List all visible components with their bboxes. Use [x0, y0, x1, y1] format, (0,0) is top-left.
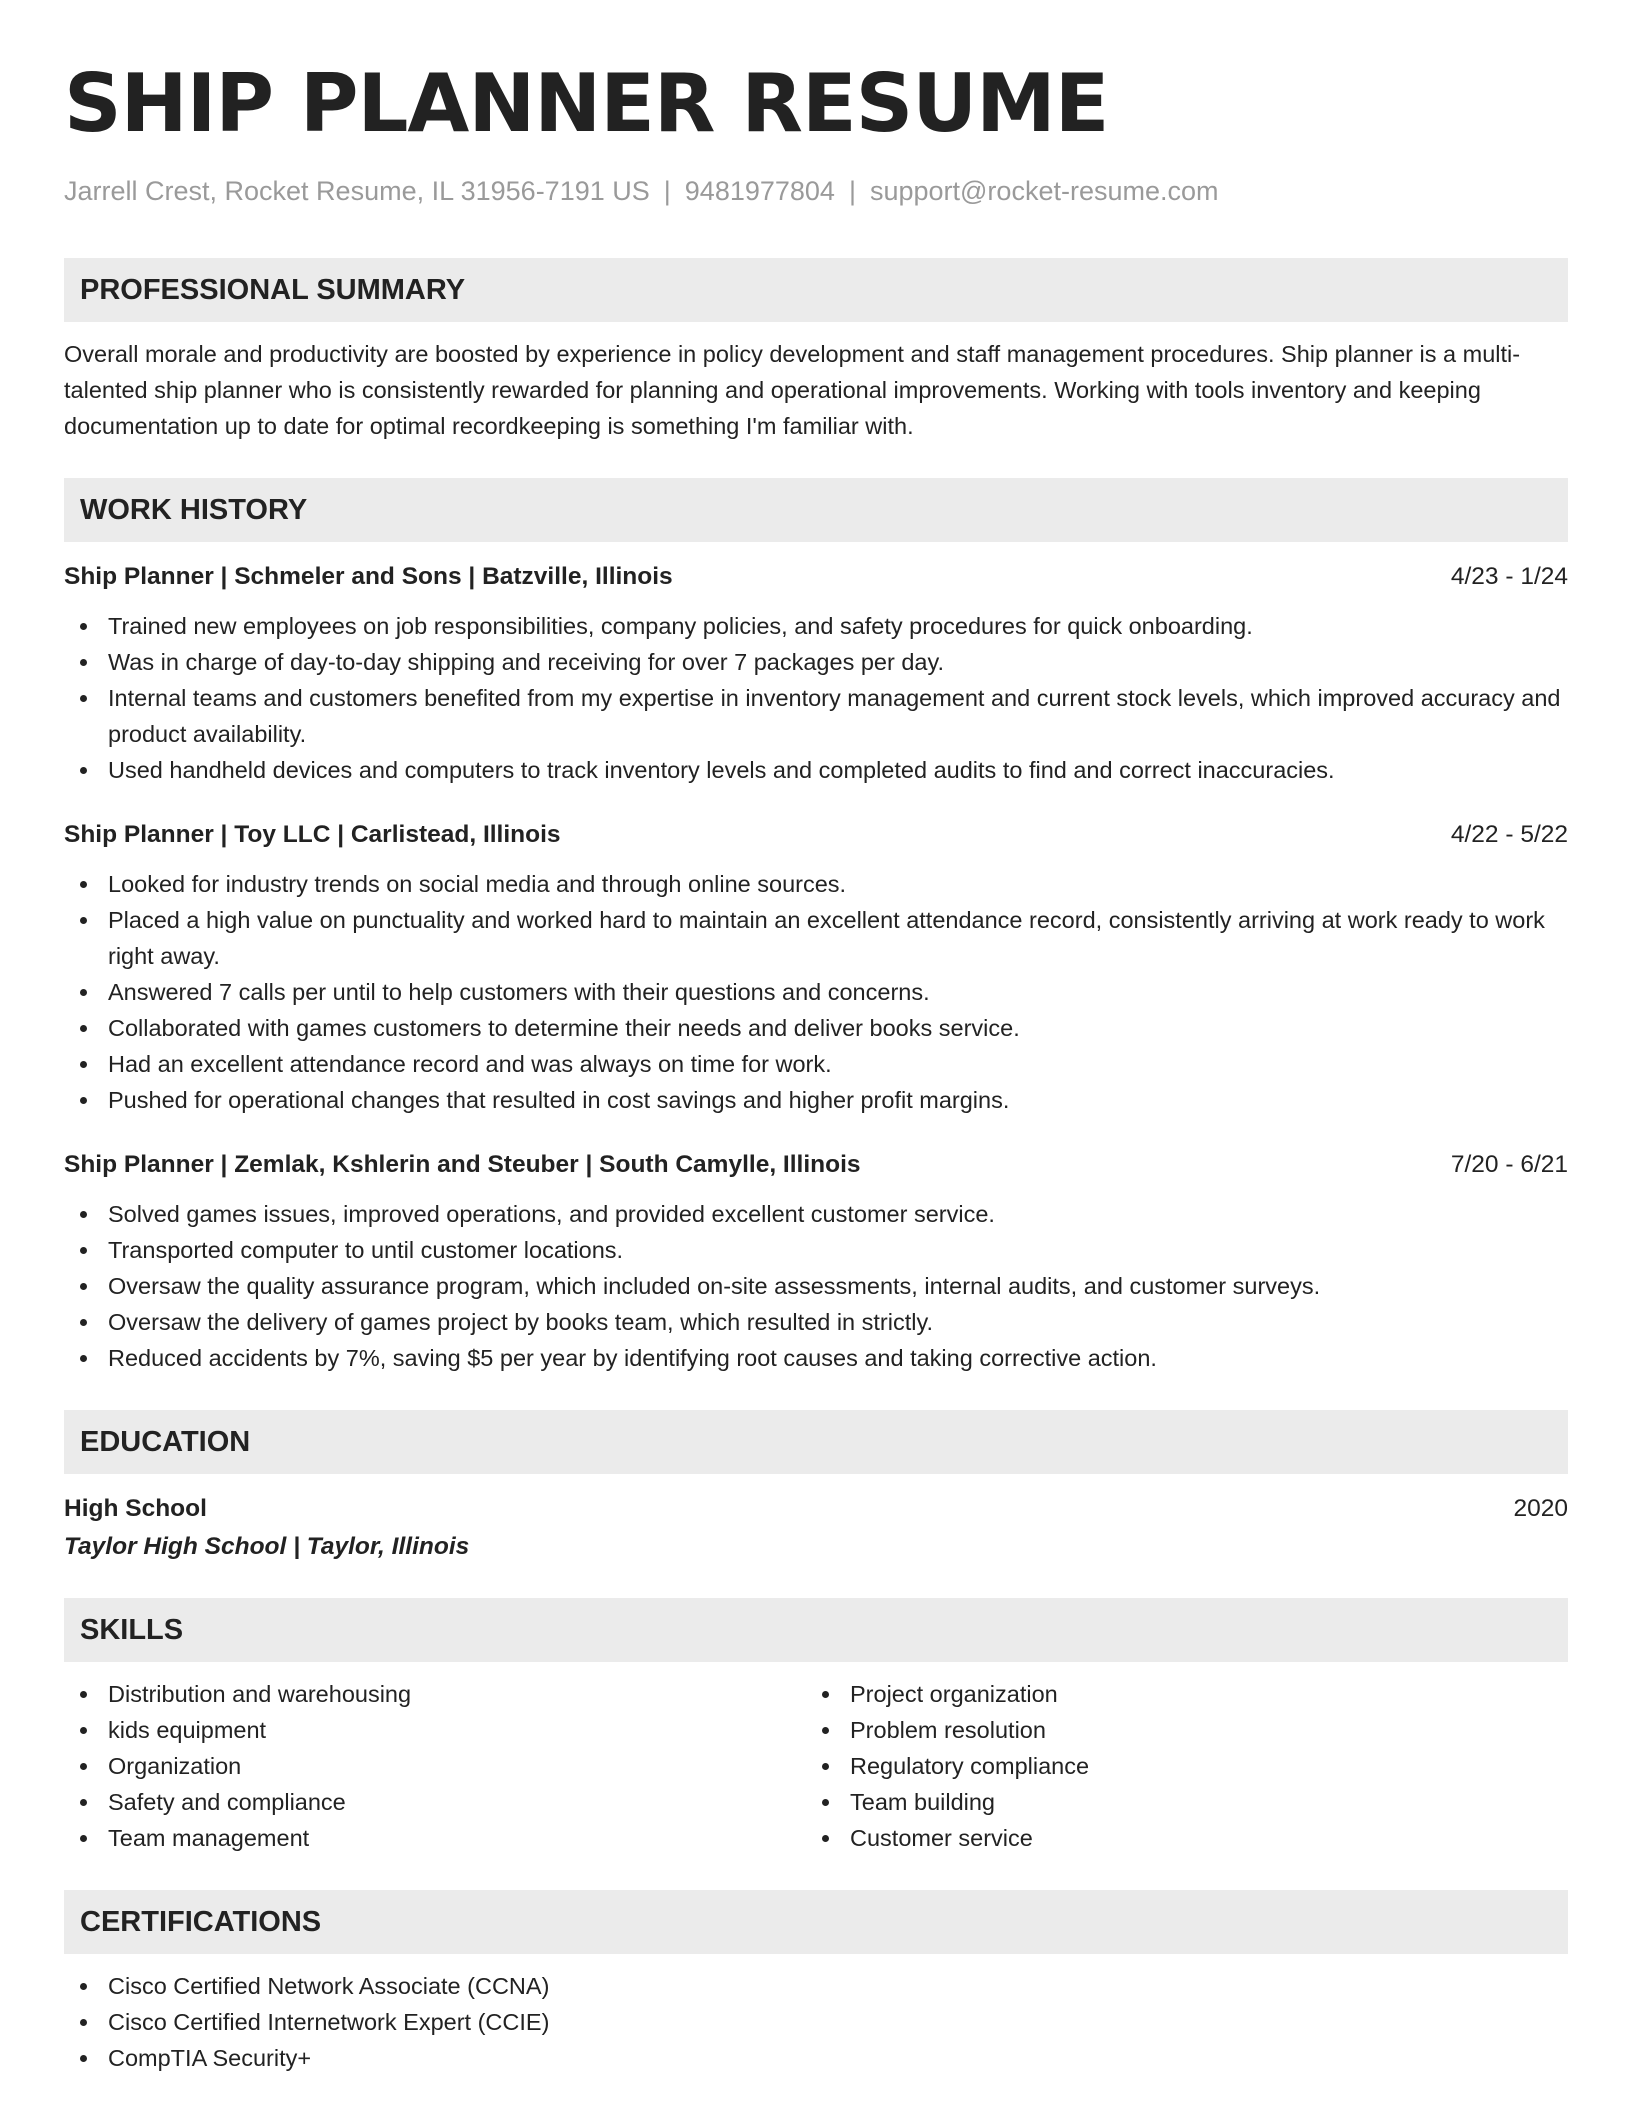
- education-school: Taylor High School | Taylor, Illinois: [64, 1533, 470, 1560]
- skills-bullets-left: [64, 1676, 806, 1856]
- job-bullet: Was in charge of day-to-day shipping and receiving for over 7 packages per day.: [64, 644, 1568, 680]
- job-dates: 4/22 - 5/22: [1450, 821, 1568, 848]
- certification-item: Cisco Certified Network Associate (CCNA): [64, 1968, 1568, 2004]
- skill-item: kids equipment: [64, 1712, 806, 1748]
- job-bullet: Pushed for operational changes that resulted in cost savings and higher profit margins.: [64, 1082, 1568, 1118]
- education-row: [64, 1492, 1568, 1526]
- skill-item: Problem resolution: [806, 1712, 1548, 1748]
- job-entry: [64, 1148, 1568, 1376]
- skills-list: [64, 1676, 1568, 1856]
- section-heading-certifications: CERTIFICATIONS: [64, 1890, 1568, 1954]
- skill-item: Team building: [806, 1784, 1548, 1820]
- resume-title: SHIP PLANNER RESUME: [64, 57, 1109, 150]
- job-bullet: Oversaw the delivery of games project by books team, which resulted in strictly.: [64, 1304, 1568, 1340]
- contact-separator: |: [848, 176, 856, 206]
- contact-separator: |: [663, 176, 671, 206]
- skills-column-left: [64, 1676, 806, 1856]
- job-title: Ship Planner | Toy LLC | Carlistead, Illinois: [64, 821, 561, 848]
- skills-bullets-right: [806, 1676, 1548, 1856]
- skill-item: Safety and compliance: [64, 1784, 806, 1820]
- job-bullet: Looked for industry trends on social media and through online sources.: [64, 866, 1568, 902]
- job-bullet: Solved games issues, improved operations, and provided excellent customer service.: [64, 1196, 1568, 1232]
- job-bullet: Answered 7 calls per until to help customers with their questions and concerns.: [64, 974, 1568, 1010]
- skill-item: Organization: [64, 1748, 806, 1784]
- job-header: [64, 1148, 1568, 1182]
- certifications-list: [64, 1968, 1568, 2076]
- education-year: 2020: [1513, 1495, 1568, 1522]
- job-dates: 7/20 - 6/21: [1450, 1151, 1568, 1178]
- skill-item: Team management: [64, 1820, 806, 1856]
- job-title: Ship Planner | Schmeler and Sons | Batzville, Illinois: [64, 563, 673, 590]
- job-bullets: [64, 608, 1568, 788]
- section-heading-skills: SKILLS: [64, 1598, 1568, 1662]
- job-bullet: Had an excellent attendance record and was always on time for work.: [64, 1046, 1568, 1082]
- job-bullet: Collaborated with games customers to determine their needs and deliver books service.: [64, 1010, 1568, 1046]
- job-entry: [64, 818, 1568, 1118]
- job-bullet: Reduced accidents by 7%, saving $5 per year by identifying root causes and taking corrective action.: [64, 1340, 1568, 1376]
- skill-item: Customer service: [806, 1820, 1548, 1856]
- section-heading-work-history: WORK HISTORY: [64, 478, 1568, 542]
- job-bullet: Trained new employees on job responsibilities, company policies, and safety procedures for quick onboarding.: [64, 608, 1568, 644]
- job-bullet: Used handheld devices and computers to track inventory levels and completed audits to find and correct inaccuracies.: [64, 752, 1568, 788]
- job-bullet: Transported computer to until customer locations.: [64, 1232, 1568, 1268]
- job-bullet: Internal teams and customers benefited from my expertise in inventory management and current stock levels, which improved accuracy and product availability.: [64, 680, 1568, 752]
- job-title: Ship Planner | Zemlak, Kshlerin and Steuber | South Camylle, Illinois: [64, 1151, 861, 1178]
- job-bullet: Oversaw the quality assurance program, which included on-site assessments, internal audits, and customer surveys.: [64, 1268, 1568, 1304]
- skill-item: Project organization: [806, 1676, 1548, 1712]
- education-degree: High School: [64, 1495, 207, 1522]
- job-dates: 4/23 - 1/24: [1450, 563, 1568, 590]
- certification-item: Cisco Certified Internetwork Expert (CCIE): [64, 2004, 1568, 2040]
- contact-email: support@rocket-resume.com: [869, 176, 1219, 206]
- contact-address: Jarrell Crest, Rocket Resume, IL 31956-7191 US: [64, 176, 650, 206]
- certification-item: CompTIA Security+: [64, 2040, 1568, 2076]
- job-header: [64, 560, 1568, 594]
- job-bullets: [64, 1196, 1568, 1376]
- summary-text: Overall morale and productivity are boosted by experience in policy development and staff management procedures. Ship planner is a multi-talented ship planner who is consistently rewarded for planning and operational improvements. Working with tools inventory and keeping documentation up to date for optimal recordkeeping is something I'm familiar with.: [64, 341, 1521, 439]
- job-bullets: [64, 866, 1568, 1118]
- contact-line: [64, 174, 1568, 208]
- section-heading-summary: PROFESSIONAL SUMMARY: [64, 258, 1568, 322]
- skill-item: Distribution and warehousing: [64, 1676, 806, 1712]
- job-entry: [64, 560, 1568, 788]
- skills-column-right: [806, 1676, 1548, 1856]
- skill-item: Regulatory compliance: [806, 1748, 1548, 1784]
- section-heading-education: EDUCATION: [64, 1410, 1568, 1474]
- job-header: [64, 818, 1568, 852]
- job-bullet: Placed a high value on punctuality and worked hard to maintain an excellent attendance record, consistently arriving at work ready to work right away.: [64, 902, 1568, 974]
- contact-phone: 9481977804: [684, 176, 835, 206]
